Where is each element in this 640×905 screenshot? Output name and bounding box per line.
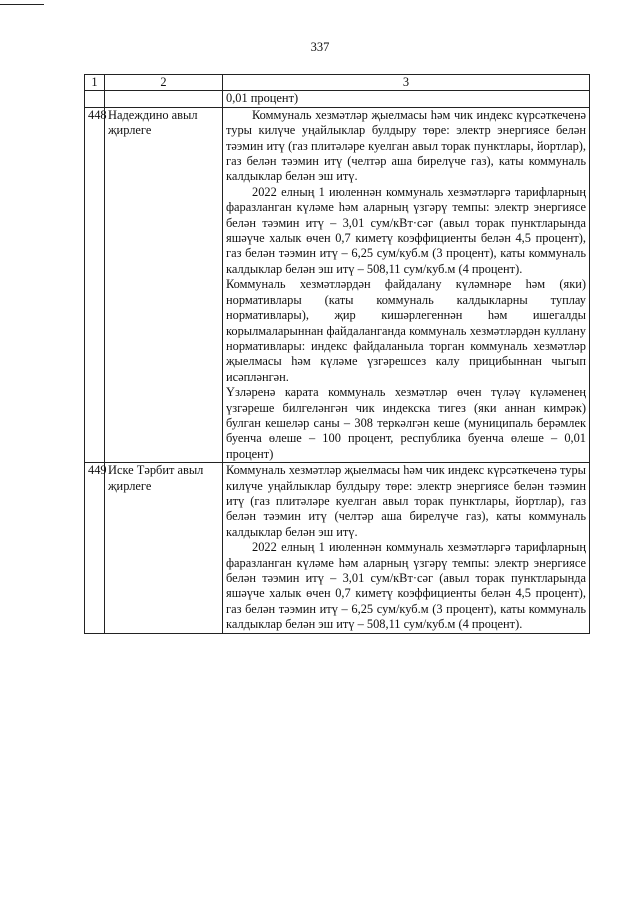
continuation-text-cell bbox=[223, 91, 590, 107]
paragraph: Коммуналь хезмәтләр җыелмасы һәм чик индекс күрсәткеченә туры килүче уңайлыклар булдыру төре: электр энергиясе белән тәэмин итү (газ плитәләре куелган авыл торак пунктлары, йортлар), газ белән тәэмин итү (челтәр аша бирелүче газ), каты коммуналь калдыклар белән эш итү. bbox=[226, 463, 586, 539]
header-cell-3: 3 bbox=[223, 75, 590, 91]
table-header-row bbox=[85, 75, 590, 91]
paragraph: Коммуналь хезмәтләрдән файдалану күләмнәре һәм (яки) нормативлары (каты коммуналь калдыкларны туплау нормативлары), җир кишәрлегеннән һәм ишегалды корылмаларыннан файдаланганда коммуналь хезмәтләрдән куллану нормативлары: индекс файдаланыла торган коммуналь хезмәтләр җыелмасы һәм күләме үзгәрешсез калу прицибыннан чыгып исәпләнгән. bbox=[226, 277, 586, 384]
continuation-row bbox=[85, 91, 590, 107]
continuation-num-cell bbox=[85, 91, 105, 107]
settlement-name: Надеждино авыл җирлеге bbox=[105, 107, 223, 462]
top-left-rule bbox=[0, 4, 44, 5]
paragraph: Үзләренә карата коммуналь хезмәтләр өчен түләү күләменең үзгәреше билгеләнгән чик индекска тигез (яки аннан кимрәк) булган кешеләр саны – 308 теркәлгән кеше (муниципаль берәмлек буенча өлеше – 100 процент, республика буенча өлеше – 0,01 процент) bbox=[226, 385, 586, 461]
table-row bbox=[85, 107, 590, 462]
continuation-text: 0,01 процент) bbox=[226, 91, 299, 106]
continuation-name-cell bbox=[105, 91, 223, 107]
settlement-name: Иске Тәрбит авыл җирлеге bbox=[105, 463, 223, 633]
row-number: 449 bbox=[85, 463, 105, 633]
header-cell-2: 2 bbox=[105, 75, 223, 91]
table-row bbox=[85, 463, 590, 633]
paragraph: 2022 елның 1 июленнән коммуналь хезмәтләргә тарифларның фаразланган күләме һәм аларның үзгәрү темпы: электр энергиясе белән тәэмин итү – 3,01 сум/кВт·сәг (авыл торак пунктларында яшәүче халык өчен 0,7 киметү коэффициенты белән 4,5 процент), газ белән тәэмин итү – 6,25 сум/куб.м (3 процент), каты коммуналь калдыклар белән эш итү – 508,11 сум/куб.м (4 процент). bbox=[226, 540, 586, 632]
row-description bbox=[223, 463, 590, 633]
page-number: 337 bbox=[310, 40, 330, 54]
paragraph: 2022 елның 1 июленнән коммуналь хезмәтләргә тарифларның фаразланган күләме һәм аларның үзгәрү темпы: электр энергиясе белән тәэмин итү – 3,01 сум/кВт·сәг (авыл торак пунктларында яшәүче халык өчен 0,7 киметү коэффициенты белән 4,5 процент), газ белән тәэмин итү – 6,25 сум/куб.м (3 процент), каты коммуналь калдыклар белән эш итү – 508,11 сум/куб.м (4 процент). bbox=[226, 184, 586, 276]
data-table bbox=[84, 74, 590, 634]
row-description bbox=[223, 107, 590, 462]
paragraph: Коммуналь хезмәтләр җыелмасы һәм чик индекс күрсәткеченә туры килүче уңайлыклар булдыру төре: электр энергиясе белән тәэмин итү (газ плитәләре куелган авыл торак пунктлары, йортлар), газ белән тәэмин итү (челтәр аша бирелүче газ), каты коммуналь калдыклар белән эш итү. bbox=[226, 107, 586, 184]
row-number: 448 bbox=[85, 107, 105, 462]
header-cell-1: 1 bbox=[85, 75, 105, 91]
